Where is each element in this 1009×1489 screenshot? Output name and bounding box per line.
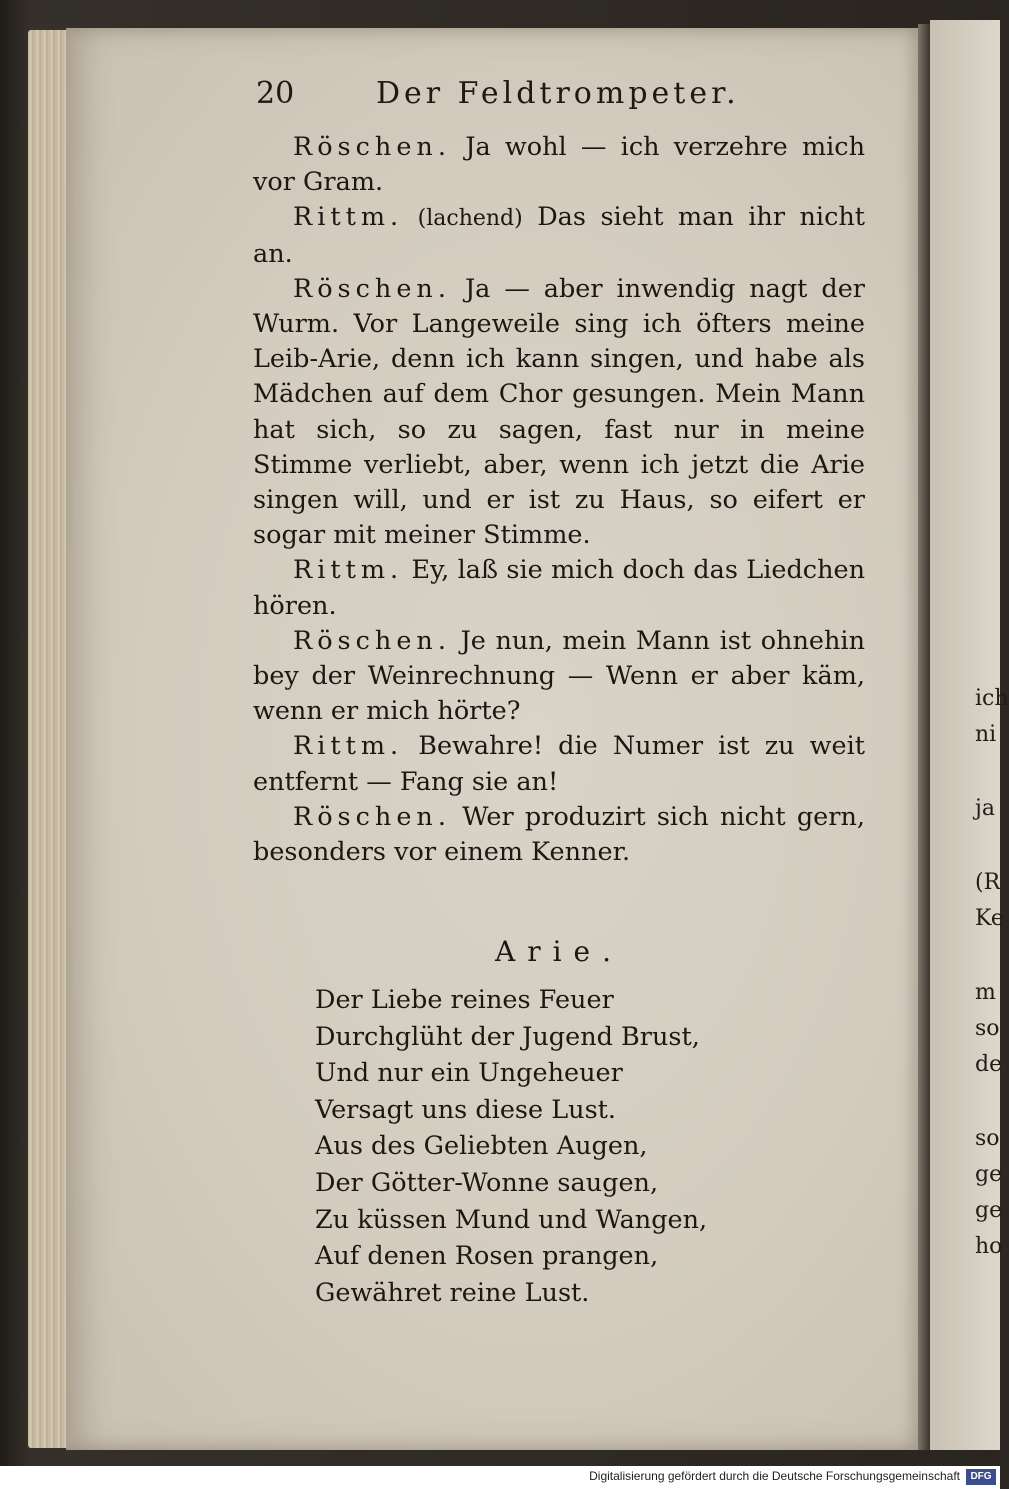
dialogue-text: Bewahre! die Numer ist zu weit entfernt — Fang sie an! [253,731,865,797]
dialogue-paragraph [253,200,865,271]
verse-line: Durchglüht der Jugend Brust, [315,1021,700,1052]
page-number: 20 [256,76,295,111]
next-page-fragment: ge [975,1198,1003,1223]
next-page-fragment: m [975,980,996,1005]
verse-line: Und nur ein Ungeheuer [315,1058,623,1089]
speaker-name: Röschen. [293,801,451,832]
footer-bar [0,1466,1000,1489]
verse-line: Zu küssen Mund und Wangen, [315,1204,708,1235]
next-page-fragment: ho [975,1234,1003,1259]
dialogue-text: Ja — aber inwendig nagt der Wurm. Vor Langeweile sing ich öfters meine Leib-Arie, denn ich kann singen, und habe als Mädchen auf dem Chor gesungen. Mein Mann hat sich, so zu sagen, fast nur in meine Stimme verliebt, aber, wenn ich jetzt die Arie singen will, und er ist zu Haus, so eifert er sogar mit meiner Stimme. [253,273,865,551]
speaker-name: Röschen. [293,273,451,304]
speaker-name: Röschen. [293,625,451,656]
funding-credit: Digitalisierung gefördert durch die Deutsche Forschungsgemeinschaft [589,1469,960,1483]
next-page-fragment: ich [975,686,1009,711]
next-page-fragment: so [975,1126,1000,1151]
speaker-name: Rittm. [293,555,404,586]
dialogue-paragraph [253,729,865,799]
dialogue-paragraph [253,800,865,870]
running-title: Der Feldtrompeter. [376,76,740,111]
next-page-fragment: ja [975,796,995,821]
next-page-fragment: Ke [975,906,1004,931]
dialogue-paragraph [253,272,865,554]
dialogue-text: Das sieht man ihr nicht an. [253,202,866,269]
next-page-fragment: ni [975,722,997,747]
verse-line: Der Liebe reines Feuer [315,985,614,1015]
dialogue-text: Je nun, mein Mann ist ohnehin bey der Weinrechnung — Wenn er aber käm, wenn er mich hörte? [253,625,865,727]
verse-line: Gewähret reine Lust. [315,1277,590,1308]
aria-verses [315,982,835,1311]
dfg-logo: DFG [966,1469,996,1485]
next-page-fragment: ge [975,1162,1003,1187]
speaker-name: Rittm. [293,731,404,762]
next-page-fragment: so [975,1016,1000,1041]
dialogue-paragraph [253,130,865,200]
speaker-name: Rittm. [293,202,404,233]
next-page-fragment: (R [975,870,1001,895]
stage-direction: (lachend) [417,206,523,232]
dialogue-paragraph [253,553,865,623]
next-page-fragment: de [975,1052,1003,1077]
verse-line: Versagt uns diese Lust. [315,1094,617,1125]
dialogue-paragraph [253,624,865,730]
dialogue-text: Wer produzirt sich nicht gern, besonders vor einem Kenner. [253,801,865,868]
verse-line: Auf denen Rosen prangen, [315,1241,659,1272]
dialogue-text: Ja wohl — ich verzehre mich vor Gram. [253,132,866,198]
book-gutter [918,24,930,1450]
verse-line: Aus des Geliebten Augen, [315,1131,648,1162]
speaker-name: Röschen. [293,132,451,162]
aria-heading: Arie. [495,935,624,968]
dialogue-text: Ey, laß sie mich doch das Liedchen hören. [253,555,866,621]
dialogue-block [253,130,865,870]
verse-line: Der Götter-Wonne saugen, [315,1167,659,1198]
